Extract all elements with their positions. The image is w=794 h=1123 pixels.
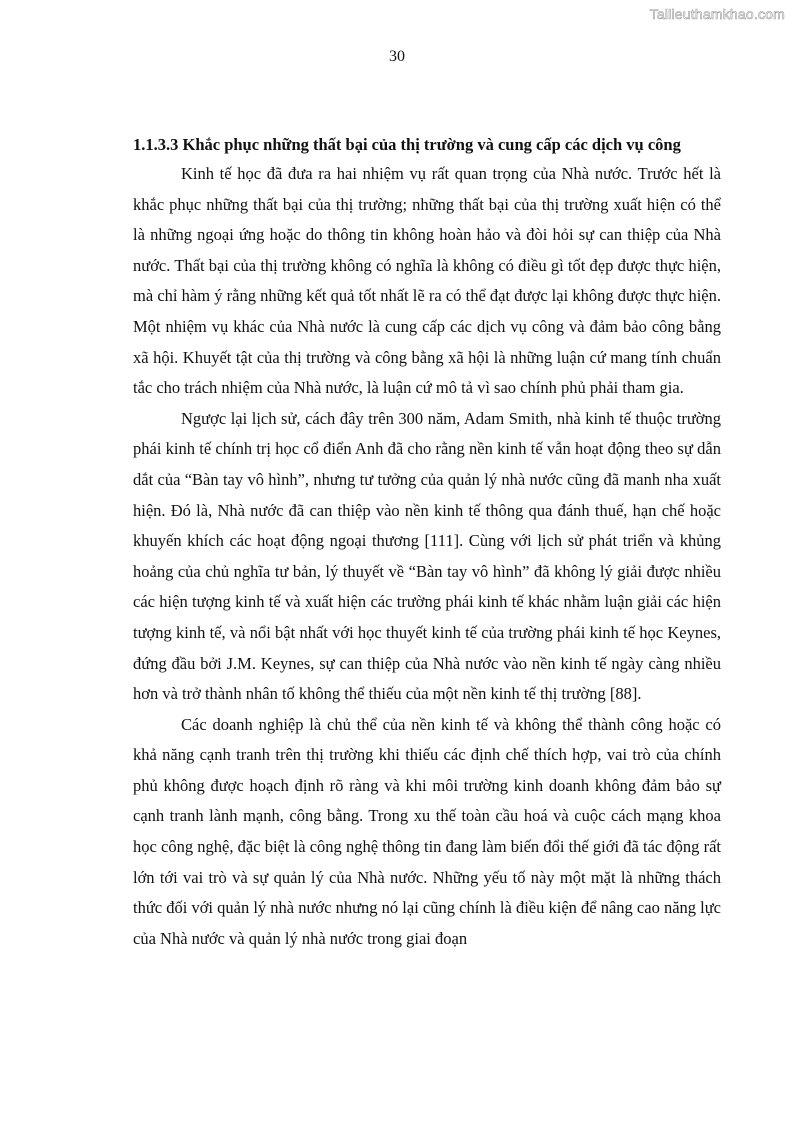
page-content	[133, 130, 721, 954]
body-paragraph-2: Ngược lại lịch sử, cách đây trên 300 năm, Adam Smith, nhà kinh tế thuộc trường phái kinh tế chính trị học cổ điển Anh đã cho rằng nền kinh tế vẫn hoạt động theo sự dẫn dắt của “Bàn tay vô hình”, nhưng tư tưởng của quản lý nhà nước cũng đã manh nha xuất hiện. Đó là, Nhà nước đã can thiệp vào nền kinh tế thông qua đánh thuế, hạn chế hoặc khuyến khích các hoạt động ngoại thương [111]. Cùng với lịch sử phát triển và khủng hoảng của chủ nghĩa tư bản, lý thuyết về “Bàn tay vô hình” đã không lý giải được nhiều các hiện tượng kinh tế và xuất hiện các trường phái kinh tế khác nhằm luận giải các hiện tượng kinh tế, và nổi bật nhất với học thuyết kinh tế của trường phái kinh tế học Keynes, đứng đầu bởi J.M. Keynes, sự can thiệp của Nhà nước vào nền kinh tế ngày càng nhiều hơn và trở thành nhân tố không thể thiếu của một nền kinh tế thị trường [88].	[133, 408, 721, 704]
watermark-text: Tailieuthamkhao.com	[649, 6, 785, 22]
body-paragraph-3: Các doanh nghiệp là chủ thể của nền kinh tế và không thể thành công hoặc có khả năng cạnh tranh trên thị trường khi thiếu các định chế thích hợp, vai trò của chính phủ không được hoạch định rõ ràng và khi môi trường kinh doanh không đảm bảo sự cạnh tranh lành mạnh, công bằng. Trong xu thế toàn cầu hoá và cuộc cách mạng khoa học công nghệ, đặc biệt là công nghệ thông tin đang làm biến đổi thế giới đã tác động rất lớn tới vai trò và sự quản lý của Nhà nước. Những yếu tố này một mặt là những thách thức đối với quản lý nhà nước nhưng nó lại cũng chính là điều kiện để nâng cao năng lực của Nhà nước và quản lý nhà nước trong giai đoạn	[133, 714, 721, 948]
page-number: 30	[389, 48, 405, 65]
body-paragraph-1: Kinh tế học đã đưa ra hai nhiệm vụ rất quan trọng của Nhà nước. Trước hết là khắc phục những thất bại của thị trường; những thất bại của thị trường xuất hiện có thể là những ngoại ứng hoặc do thông tin không hoàn hảo và đòi hỏi sự can thiệp của Nhà nước. Thất bại của thị trường không có nghĩa là không có điều gì tốt đẹp được thực hiện, mà chỉ hàm ý rằng những kết quả tốt nhất lẽ ra có thể đạt được lại không được thực hiện. Một nhiệm vụ khác của Nhà nước là cung cấp các dịch vụ công và đảm bảo công bằng xã hội. Khuyết tật của thị trường và công bằng xã hội là những luận cứ mang tính chuẩn tắc cho trách nhiệm của Nhà nước, là luận cứ mô tả vì sao chính phủ phải tham gia.	[133, 164, 721, 398]
section-heading: 1.1.3.3 Khắc phục những thất bại của thị trường và cung cấp các dịch vụ công	[133, 135, 681, 154]
